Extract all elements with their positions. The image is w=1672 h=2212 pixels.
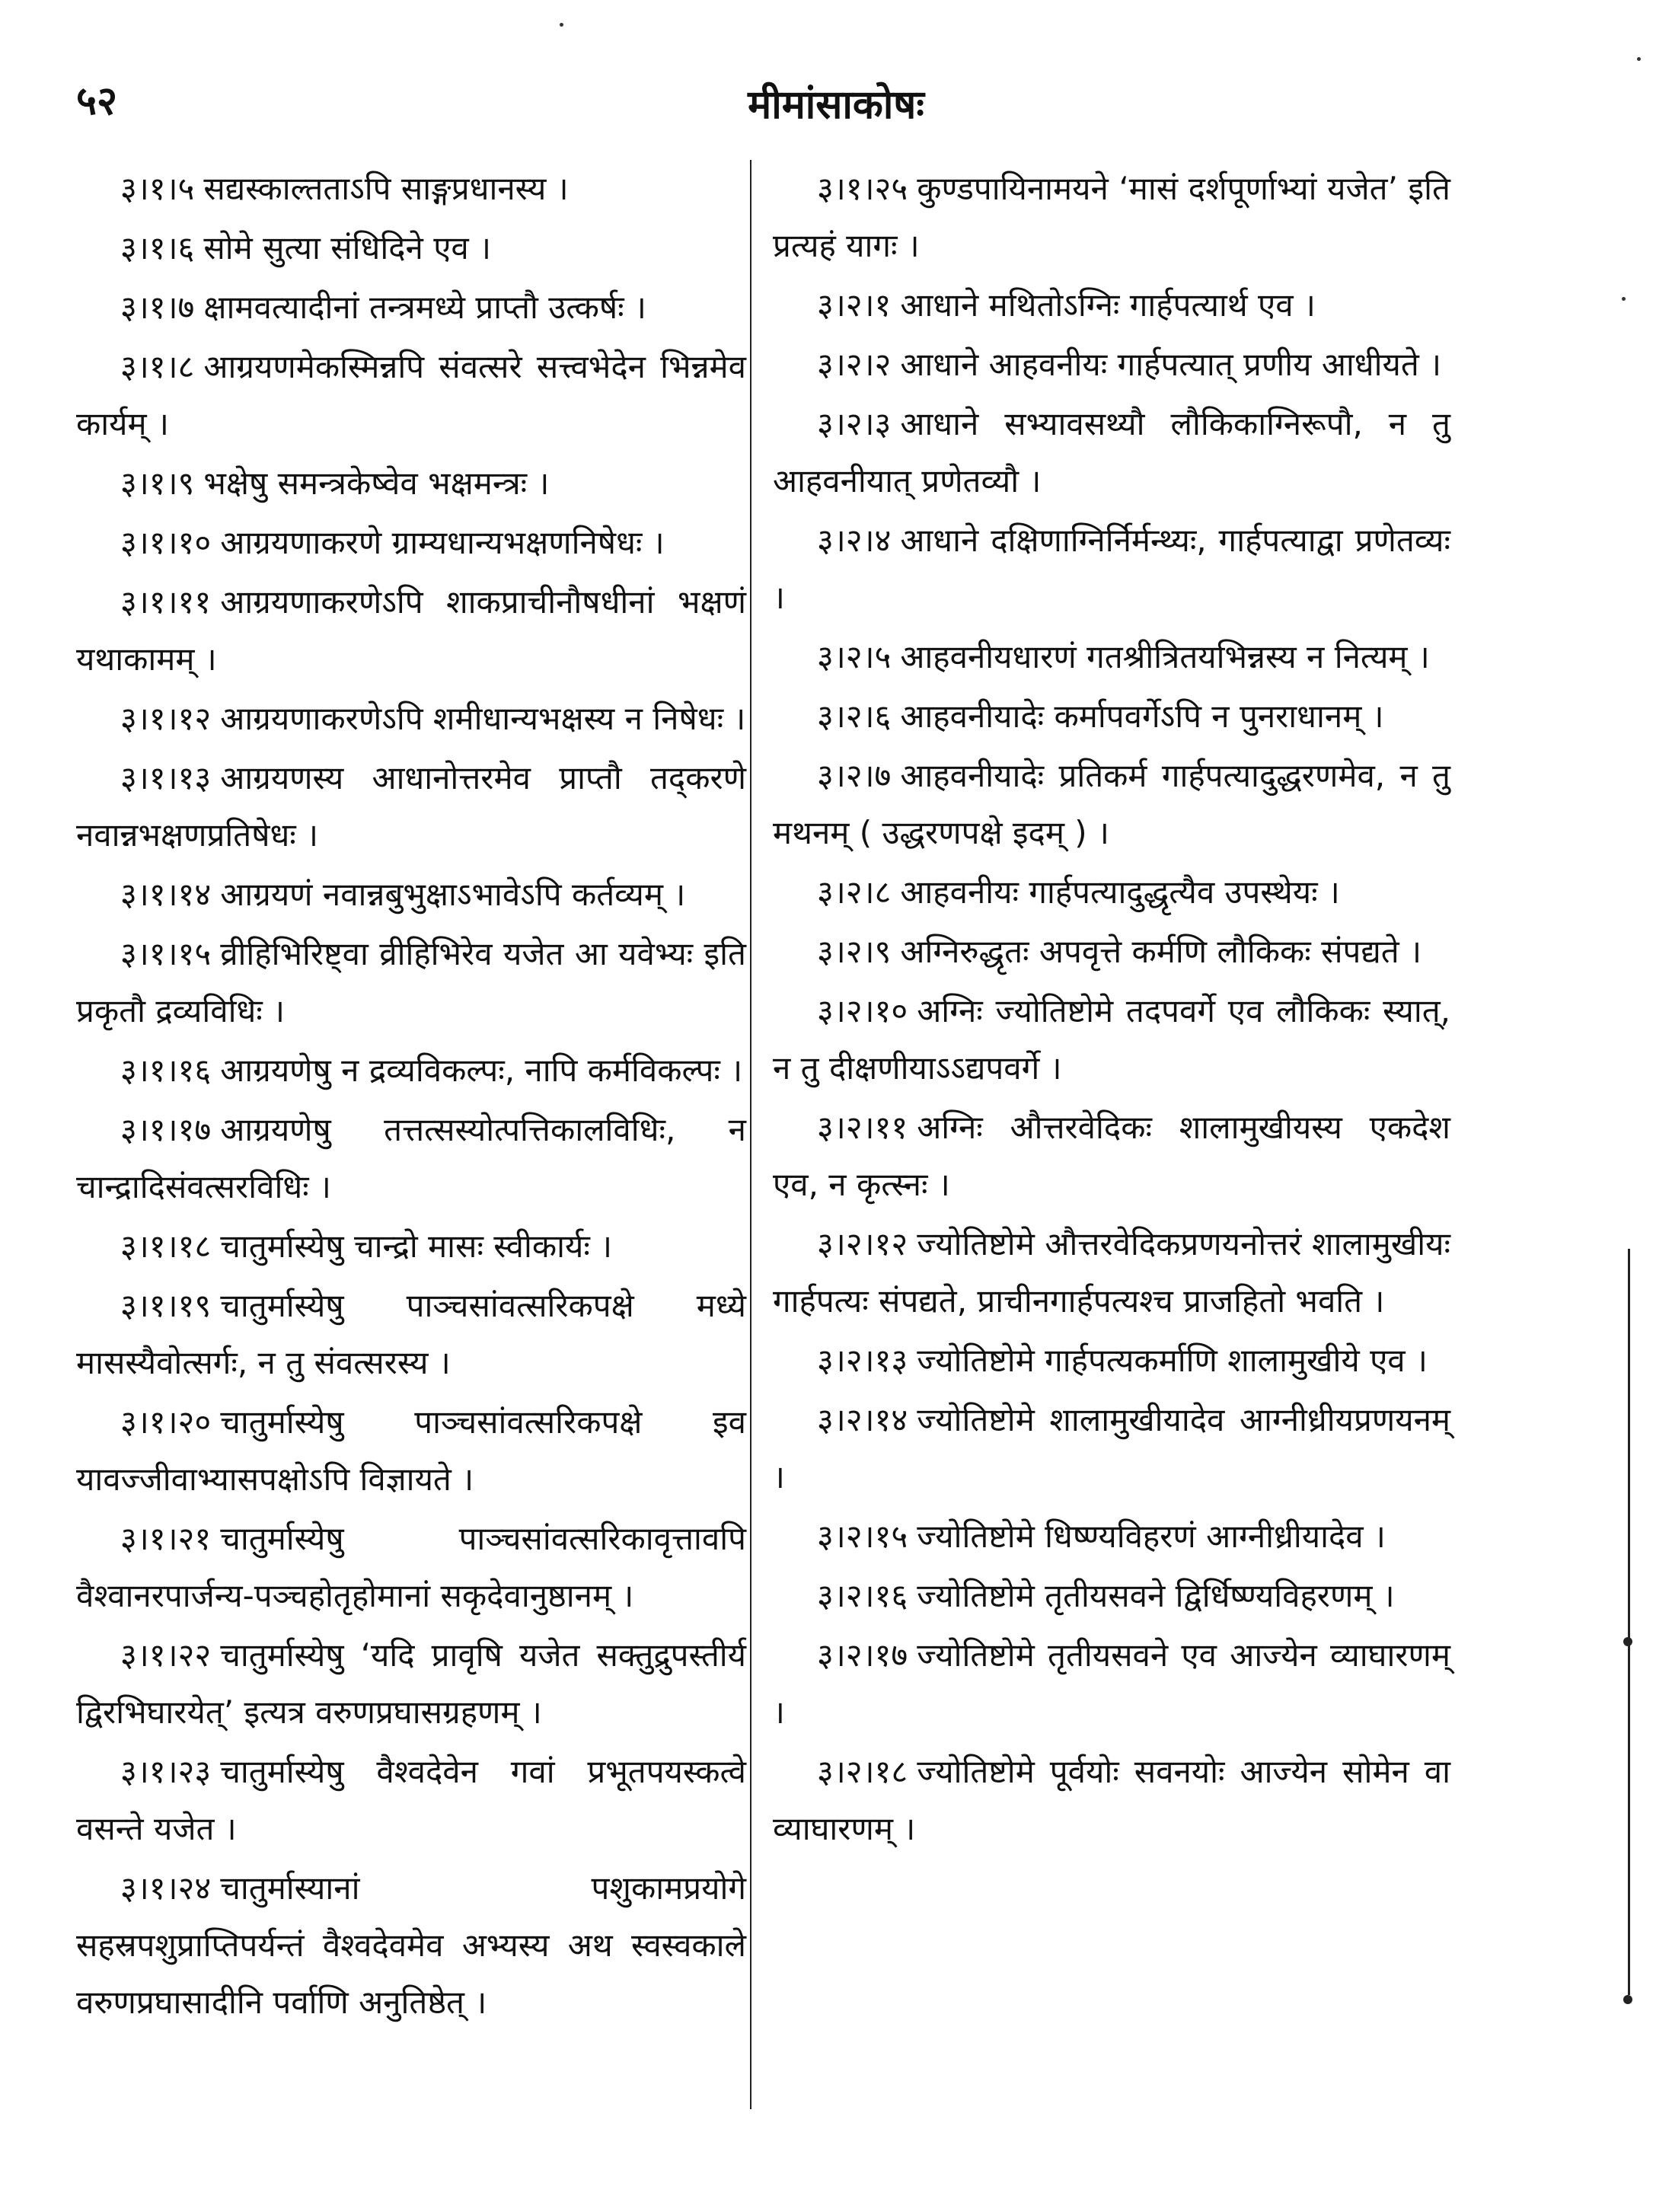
sutra-entry	[773, 747, 1450, 861]
sutra-text: आहवनीयादेः प्रतिकर्म गार्हपत्यादुद्धरणमेव, न तु मथनम् ( उद्धरणपक्षे इदम् ) ।	[773, 757, 1450, 851]
sutra-entry	[773, 1626, 1450, 1741]
sutra-text: ज्योतिष्टोमे तृतीयसवने द्विर्धिष्ण्यविहरणम् ।	[917, 1577, 1395, 1614]
page-number: ५२	[76, 78, 118, 124]
sutra-text: आग्रयणेषु न द्रव्यविकल्पः, नापि कर्मविकल्पः ।	[220, 1052, 743, 1089]
sutra-number: ३।१।५	[120, 170, 195, 207]
sutra-text: आधाने दक्षिणाग्निर्निर्मन्थ्यः, गार्हपत्याद्वा प्रणेतव्यः ।	[773, 522, 1450, 616]
sutra-number: ३।१।१२	[120, 700, 212, 737]
sutra-entry	[773, 1332, 1450, 1389]
sutra-text: आधाने आहवनीयः गार्हपत्यात् प्रणीय आधीयते ।	[900, 346, 1442, 383]
sutra-number: ३।२।१२	[817, 1225, 908, 1262]
sutra-entry	[773, 1743, 1450, 1857]
sutra-entry	[76, 279, 746, 336]
sutra-entry	[76, 219, 746, 276]
sutra-text: आग्रयणमेकस्मिन्नपि संवत्सरे सत्त्वभेदेन भिन्नमेव कार्यम् ।	[76, 348, 746, 442]
margin-mark	[1628, 1249, 1630, 1995]
sutra-number: ३।२।३	[817, 405, 892, 442]
sutra-number: ३।१।९	[120, 464, 195, 502]
sutra-number: ३।१।२३	[120, 1753, 212, 1790]
right-column	[773, 160, 1450, 1859]
sutra-number: ३।१।१९	[120, 1287, 212, 1324]
sutra-entry	[773, 160, 1450, 274]
sutra-entry	[76, 455, 746, 512]
sutra-number: ३।२।१६	[817, 1577, 908, 1614]
sutra-entry	[76, 925, 746, 1039]
sutra-entry	[76, 1859, 746, 2031]
sutra-number: ३।२।८	[817, 873, 892, 911]
sutra-entry	[76, 1743, 746, 1857]
sutra-number: ३।१।२२	[120, 1636, 212, 1674]
sutra-number: ३।२।७	[817, 757, 892, 794]
sutra-entry	[773, 336, 1450, 393]
column-divider	[750, 160, 751, 2109]
sutra-number: ३।२।९	[817, 933, 892, 970]
sutra-text: क्षामवत्यादीनां तन्त्रमध्ये प्राप्तौ उत्कर्षः ।	[203, 289, 646, 326]
sutra-text: अग्निः औत्तरवेदिकः शालामुखीयस्य एकदेश एव, न कृत्स्नः ।	[773, 1109, 1450, 1203]
sutra-entry	[76, 160, 746, 217]
sutra-text: चातुर्मास्येषु पाञ्चसांवत्सरिकपक्षे इव यावज्जीवाभ्यासपक्षोऽपि विज्ञायते ।	[76, 1403, 746, 1498]
sutra-text: ज्योतिष्टोमे तृतीयसवने एव आज्येन व्याघारणम् ।	[773, 1636, 1450, 1731]
sutra-number: ३।२।१३	[817, 1342, 908, 1379]
sutra-number: ३।२।१	[817, 286, 892, 324]
sutra-number: ३।२।१८	[817, 1753, 908, 1790]
sutra-number: ३।२।१५	[817, 1518, 908, 1555]
sutra-text: ज्योतिष्टोमे शालामुखीयादेव आग्नीध्रीयप्रणयनम् ।	[773, 1401, 1450, 1495]
sutra-text: चातुर्मास्येषु चान्द्रो मासः स्वीकार्यः ।	[220, 1227, 613, 1265]
sutra-number: ३।२।२	[817, 346, 892, 383]
sutra-text: आग्रयणेषु तत्तत्सस्योत्पत्तिकालविधिः, न चान्द्रादिसंवत्सरविधिः ।	[76, 1111, 746, 1205]
sutra-number: ३।१।२०	[120, 1403, 212, 1441]
sutra-text: कुण्डपायिनामयने ‘मासं दर्शपूर्णाभ्यां यजेत’ इति प्रत्यहं यागः ।	[773, 170, 1450, 264]
sutra-number: ३।२।१०	[817, 992, 908, 1029]
sutra-number: ३।१।१०	[120, 524, 212, 561]
sutra-number: ३।२।५	[817, 638, 892, 675]
sutra-number: ३।२।६	[817, 697, 892, 735]
sutra-entry	[773, 1391, 1450, 1505]
sutra-text: आग्रयणस्य आधानोत्तरमेव प्राप्तौ तद्करणे नवान्नभक्षणप्रतिषेधः ।	[76, 759, 746, 854]
sutra-text: आग्रयणं नवान्नबुभुक्षाऽभावेऽपि कर्तव्यम् ।	[220, 876, 686, 913]
sutra-number: ३।२।४	[817, 522, 892, 559]
margin-mark	[1623, 1995, 1632, 2004]
sutra-entry	[76, 1277, 746, 1391]
sutra-entry	[773, 628, 1450, 685]
sutra-number: ३।१।७	[120, 289, 195, 326]
sutra-number: ३।१।१६	[120, 1052, 212, 1089]
sutra-text: आधाने मथितोऽग्निः गार्हपत्यार्थ एव ।	[900, 286, 1316, 324]
sutra-entry	[773, 923, 1450, 980]
sutra-entry	[773, 1099, 1450, 1213]
sutra-text: ज्योतिष्टोमे गार्हपत्यकर्माणि शालामुखीये एव ।	[917, 1342, 1428, 1379]
sutra-number: ३।१।८	[120, 348, 195, 385]
sutra-text: आहवनीयः गार्हपत्यादुद्धृत्यैव उपस्थेयः ।	[900, 873, 1340, 911]
sutra-entry	[76, 514, 746, 571]
sutra-text: आधाने सभ्यावसथ्यौ लौकिकाग्निरूपौ, न तु आहवनीयात् प्रणेतव्यौ ।	[773, 405, 1450, 500]
sutra-entry	[76, 749, 746, 863]
sutra-entry	[76, 1510, 746, 1624]
sutra-text: अग्निः ज्योतिष्टोमे तदपवर्गे एव लौकिकः स्यात्, न तु दीक्षणीयाऽऽद्यपवर्गे ।	[773, 992, 1450, 1087]
sutra-number: ३।१।१७	[120, 1111, 212, 1148]
scan-speck	[1622, 297, 1626, 301]
sutra-number: ३।१।२४	[120, 1869, 212, 1907]
sutra-text: ज्योतिष्टोमे धिष्ण्यविहरणं आग्नीध्रीयादेव ।	[917, 1518, 1386, 1555]
sutra-entry	[773, 1508, 1450, 1565]
sutra-number: ३।१।२१	[120, 1520, 212, 1557]
scan-speck	[1637, 57, 1641, 61]
sutra-text: आग्रयणाकरणे ग्राम्यधान्यभक्षणनिषेधः ।	[220, 524, 665, 561]
sutra-entry	[76, 866, 746, 923]
sutra-entry	[76, 1101, 746, 1215]
sutra-text: चातुर्मास्यानां पशुकामप्रयोगे सहस्रपशुप्राप्तिपर्यन्तं वैश्वदेवमेव अभ्यस्य अथ स्वस्वकाले वरुणप्रघासादीनि पर्वाणि अनुतिष्ठेत् ।	[76, 1869, 746, 2021]
sutra-text: आहवनीयधारणं गतश्रीत्रितयभिन्नस्य न नित्यम् ।	[900, 638, 1430, 675]
sutra-entry	[76, 1218, 746, 1275]
sutra-entry	[76, 338, 746, 452]
sutra-number: ३।२।११	[817, 1109, 908, 1146]
sutra-text: चातुर्मास्येषु पाञ्चसांवत्सरिकावृत्तावपि वैश्वानरपार्जन्य-पञ्चहोतृहोमानां सकृदेवानुष्ठानम् ।	[76, 1520, 746, 1614]
margin-mark	[1623, 1637, 1632, 1646]
sutra-text: चातुर्मास्येषु वैश्वदेवेन गवां प्रभूतपयस्कत्वे वसन्ते यजेत ।	[76, 1753, 746, 1847]
sutra-text: आग्रयणाकरणेऽपि शमीधान्यभक्षस्य न निषेधः ।	[220, 700, 746, 737]
sutra-number: ३।२।१४	[817, 1401, 908, 1438]
sutra-text: भक्षेषु समन्त्रकेष्वेव भक्षमन्त्रः ।	[203, 464, 550, 502]
sutra-number: ३।१।६	[120, 229, 195, 267]
sutra-text: सद्यस्काल्तताऽपि साङ्गप्रधानस्य ।	[203, 170, 569, 207]
sutra-entry	[76, 1393, 746, 1508]
scan-speck	[560, 23, 563, 27]
sutra-text: आहवनीयादेः कर्मापवर्गेऽपि न पुनराधानम् ।	[900, 697, 1384, 735]
page-title: मीमांसाकोषः	[748, 82, 924, 128]
sutra-number: ३।१।११	[120, 583, 212, 621]
sutra-entry	[76, 573, 746, 688]
sutra-entry	[76, 690, 746, 747]
sutra-text: सोमे सुत्या संधिदिने एव ।	[203, 229, 492, 267]
sutra-number: ३।२।१७	[817, 1636, 908, 1674]
sutra-text: ज्योतिष्टोमे औत्तरवेदिकप्रणयनोत्तरं शालामुखीयः गार्हपत्यः संपद्यते, प्राचीनगार्हपत्यश्च प्राजहितो भवति ।	[773, 1225, 1450, 1320]
sutra-number: ३।१।१८	[120, 1227, 212, 1265]
sutra-entry	[773, 688, 1450, 745]
sutra-text: अग्निरुद्धृतः अपवृत्ते कर्मणि लौकिकः संपद्यते ।	[900, 933, 1422, 970]
sutra-text: चातुर्मास्येषु पाञ्चसांवत्सरिकपक्षे मध्ये मासस्यैवोत्सर्गः, न तु संवत्सरस्य ।	[76, 1287, 746, 1381]
sutra-text: आग्रयणाकरणेऽपि शाकप्राचीनौषधीनां भक्षणं यथाकामम् ।	[76, 583, 746, 678]
sutra-text: व्रीहिभिरिष्ट्वा व्रीहिभिरेव यजेत आ यवेभ्यः इति प्रकृतौ द्रव्यविधिः ।	[76, 935, 746, 1029]
sutra-entry	[773, 982, 1450, 1096]
sutra-number: ३।१।१४	[120, 876, 212, 913]
sutra-text: ज्योतिष्टोमे पूर्वयोः सवनयोः आज्येन सोमेन वा व्याघारणम् ।	[773, 1753, 1450, 1847]
sutra-entry	[773, 276, 1450, 334]
sutra-entry	[773, 1567, 1450, 1624]
sutra-number: ३।१।१३	[120, 759, 212, 796]
left-column	[76, 160, 746, 2033]
sutra-number: ३।१।१५	[120, 935, 212, 972]
sutra-entry	[773, 1215, 1450, 1329]
sutra-entry	[773, 863, 1450, 921]
sutra-entry	[773, 512, 1450, 626]
sutra-entry	[76, 1042, 746, 1099]
sutra-entry	[773, 395, 1450, 509]
sutra-entry	[76, 1626, 746, 1741]
sutra-number: ३।१।२५	[817, 170, 908, 207]
sutra-text: चातुर्मास्येषु ‘यदि प्रावृषि यजेत सक्तुद्रुपस्तीर्य द्विरभिघारयेत्’ इत्यत्र वरुणप्रघासग्रहणम् ।	[76, 1636, 746, 1731]
